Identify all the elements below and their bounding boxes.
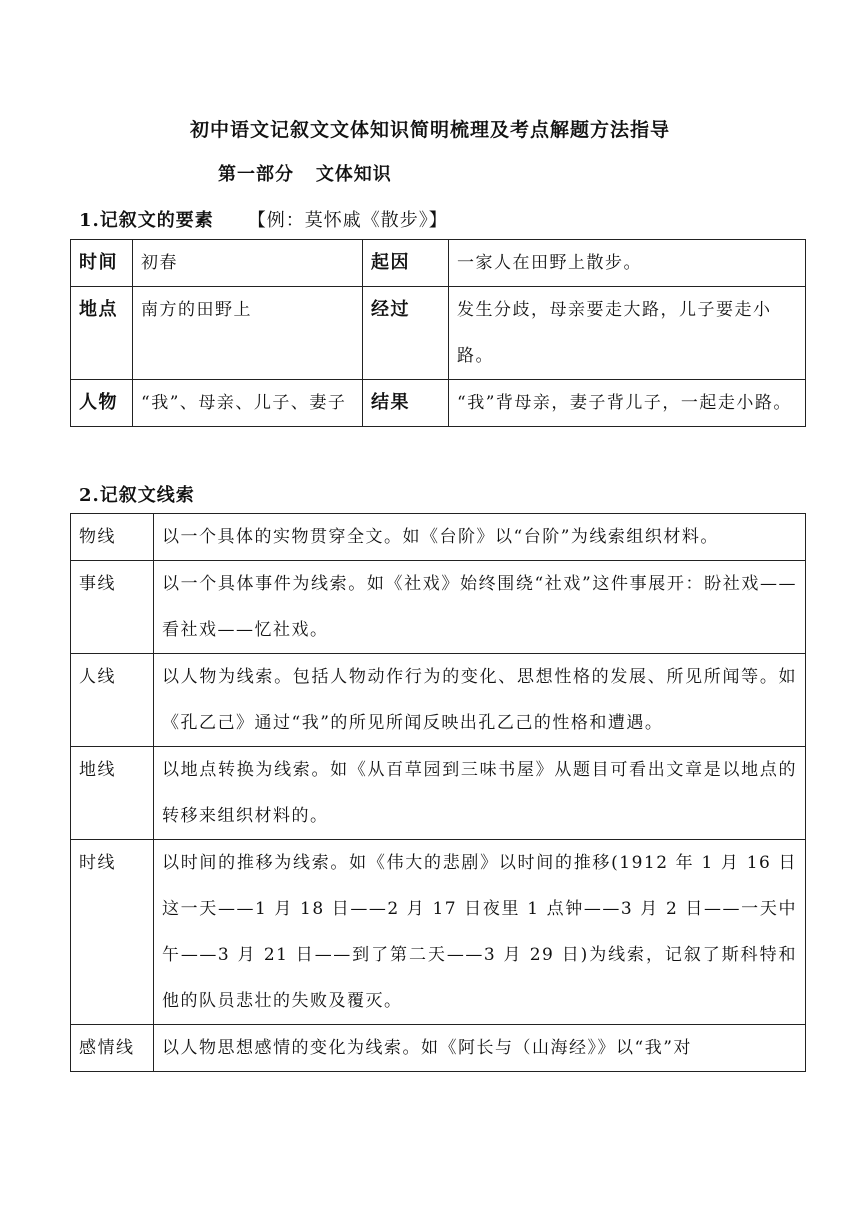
table-row [71, 747, 806, 840]
elements-table [70, 239, 806, 427]
element-label: 时间 [71, 240, 133, 287]
element-value: 南方的田野上 [133, 287, 363, 380]
section-1-example: 【例：莫怀戚《散步》】 [247, 210, 448, 231]
section-2-title: 2.记叙文线索 [79, 485, 195, 506]
clue-type-label: 地线 [71, 747, 154, 840]
element-value: 发生分歧，母亲要走大路，儿子要走小路。 [449, 287, 806, 380]
clue-type-label: 物线 [71, 514, 154, 561]
clue-description: 以一个具体事件为线索。如《社戏》始终围绕“社戏”这件事展开：盼社戏——看社戏——忆社戏。 [154, 561, 806, 654]
clue-description: 以人物思想感情的变化为线索。如《阿长与（山海经》》以“我”对 [154, 1025, 806, 1072]
clue-description: 以一个具体的实物贯穿全文。如《台阶》以“台阶”为线索组织材料。 [154, 514, 806, 561]
clue-type-label: 事线 [71, 561, 154, 654]
clue-type-label: 时线 [71, 840, 154, 1025]
element-value: “我”、母亲、儿子、妻子 [133, 380, 363, 427]
element-label: 地点 [71, 287, 133, 380]
element-value: 一家人在田野上散步。 [449, 240, 806, 287]
element-value: 初春 [133, 240, 363, 287]
table-row [71, 287, 806, 380]
table-row [71, 514, 806, 561]
table-row [71, 1025, 806, 1072]
clue-type-label: 感情线 [71, 1025, 154, 1072]
clues-table [70, 513, 806, 1072]
element-label: 人物 [71, 380, 133, 427]
element-value: “我”背母亲，妻子背儿子，一起走小路。 [449, 380, 806, 427]
element-label: 经过 [363, 287, 449, 380]
element-label: 起因 [363, 240, 449, 287]
clue-description: 以时间的推移为线索。如《伟大的悲剧》以时间的推移(1912 年 1 月 16 日这一天——1 月 18 日——2 月 17 日夜里 1 点钟——3 月 2 日——一天中午——3 月 21 日——到了第二天——3 月 29 日)为线索，记叙了斯科特和他的队员悲壮的失败及覆灭。 [154, 840, 806, 1025]
element-label: 结果 [363, 380, 449, 427]
section-2-heading [79, 481, 195, 507]
section-1-title: 1.记叙文的要素 [79, 210, 214, 231]
part-name: 文体知识 [315, 164, 392, 185]
clue-description: 以人物为线索。包括人物动作行为的变化、思想性格的发展、所见所闻等。如《孔乙己》通过“我”的所见所闻反映出孔乙己的性格和遭遇。 [154, 654, 806, 747]
table-row [71, 840, 806, 1025]
table-row [71, 380, 806, 427]
clue-description: 以地点转换为线索。如《从百草园到三味书屋》从题目可看出文章是以地点的转移来组织材料的。 [154, 747, 806, 840]
table-row [71, 240, 806, 287]
section-1-heading [79, 206, 448, 232]
table-row [71, 654, 806, 747]
document-title: 初中语文记叙文文体知识简明梳理及考点解题方法指导 [189, 119, 670, 141]
part-number: 第一部分 [218, 164, 294, 185]
clue-type-label: 人线 [71, 654, 154, 747]
table-row [71, 561, 806, 654]
part-heading [218, 160, 392, 186]
